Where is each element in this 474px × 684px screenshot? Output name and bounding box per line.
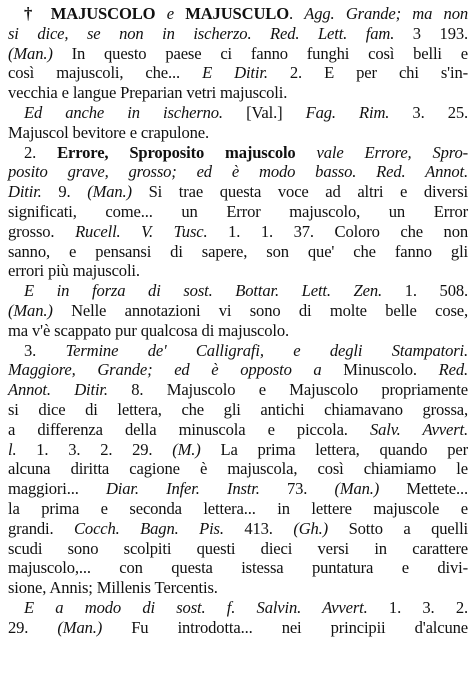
text-line bbox=[8, 341, 468, 361]
body-text: si dice di lettera, che gli antichi chiamavano grossa, bbox=[8, 399, 468, 419]
italic-text: E Ditir. bbox=[202, 63, 268, 83]
italic-text: E a modo di sost. f. Salvin. Avvert. bbox=[24, 597, 368, 617]
text-line bbox=[8, 162, 468, 182]
text-line bbox=[8, 380, 468, 400]
italic-text: (Man.) bbox=[334, 479, 380, 499]
text-line bbox=[8, 539, 468, 559]
body-text: 9. bbox=[41, 182, 88, 202]
text-line bbox=[8, 360, 468, 380]
text-line bbox=[8, 143, 468, 163]
italic-text: Cocch. Bagn. Pis. bbox=[74, 518, 224, 538]
italic-text: posito grave, grosso; ed è modo basso. Red. Annot. bbox=[8, 162, 468, 182]
italic-text: Agg. Grande; ma non bbox=[304, 4, 468, 23]
body-text: scudi sono scolpiti questi dieci versi in carattere bbox=[8, 538, 468, 558]
italic-text: Red. bbox=[438, 360, 468, 380]
italic-text: (Man.) bbox=[8, 43, 53, 63]
text-line bbox=[8, 459, 468, 479]
italic-text: (Gh.) bbox=[293, 518, 329, 538]
headword: Errore, Sproposito majuscolo bbox=[57, 142, 296, 162]
body-text: 1. 1. 37. Coloro che non bbox=[207, 221, 468, 241]
body-text: significati, come... un Error majuscolo, un Error bbox=[8, 201, 468, 221]
body-text: In questo paese ci fanno funghi così belli e bbox=[52, 43, 468, 63]
text-line bbox=[8, 618, 468, 638]
italic-text: l. bbox=[8, 439, 17, 459]
text-line bbox=[8, 202, 468, 222]
body-text: Minuscolo. bbox=[321, 360, 439, 380]
italic-text: si dice, se non in ischerzo. Red. Lett. fam. bbox=[8, 23, 395, 43]
italic-text: E in forza di sost. Bottar. Lett. Zen. bbox=[24, 281, 382, 301]
body-text: grandi. bbox=[8, 518, 75, 538]
body-text: La prima lettera, quando per bbox=[200, 439, 468, 459]
text-line bbox=[8, 578, 468, 598]
body-text: 413. bbox=[223, 518, 294, 538]
text-line bbox=[8, 182, 468, 202]
body-text: Mettete... bbox=[379, 479, 469, 499]
body-text: alcuna diritta cagione è majuscola, così chiamiamo le bbox=[8, 459, 468, 479]
text-line bbox=[8, 261, 468, 281]
italic-text: Termine de' Calligrafi, e degli Stampatori. bbox=[65, 340, 468, 360]
text-line bbox=[8, 103, 468, 123]
body-text: 2. bbox=[24, 142, 58, 162]
body-text: 3 193. bbox=[394, 23, 468, 43]
body-text: grosso. bbox=[8, 221, 76, 241]
body-text: 73. bbox=[259, 479, 335, 499]
body-text: 29. bbox=[8, 617, 58, 637]
text-line bbox=[8, 4, 468, 24]
italic-text: Rucell. V. Tusc. bbox=[75, 221, 208, 241]
italic-text: (Man.) bbox=[8, 300, 53, 320]
body-text: [Val.] bbox=[222, 102, 306, 122]
italic-text: Diar. Infer. Instr. bbox=[105, 479, 260, 499]
body-text: 1. 3. 2. 29. bbox=[16, 439, 173, 459]
body-text: la prima e seconda lettera... in lettere majuscole e bbox=[8, 498, 468, 518]
italic-text: Fag. Rim. bbox=[305, 102, 390, 122]
body-text: ma v'è scappato pur qualcosa di majuscolo. bbox=[8, 320, 290, 340]
body-text: 3. bbox=[24, 340, 66, 360]
body-text: maggiori... bbox=[8, 479, 106, 499]
body-text: errori più majuscoli. bbox=[8, 261, 140, 281]
italic-text: Annot. Ditir. bbox=[8, 380, 108, 400]
text-line bbox=[8, 242, 468, 262]
body-text: 8. Majuscolo e Majuscolo propriamente bbox=[107, 380, 468, 400]
body-text: sione, Annis; Millenis Tercentis. bbox=[8, 578, 218, 598]
body-text: Nelle annotazioni vi sono di molte belle cose, bbox=[52, 300, 468, 320]
text-line bbox=[8, 44, 468, 64]
dictionary-entry-page bbox=[8, 4, 468, 638]
text-line bbox=[8, 301, 468, 321]
body-text: Majuscol bevitore e crapulone. bbox=[8, 122, 210, 142]
text-line bbox=[8, 123, 468, 143]
italic-text: Salv. Avvert. bbox=[369, 419, 468, 439]
headword: MAJUSCULO bbox=[185, 4, 289, 23]
italic-text: Ed anche in ischerno. bbox=[24, 102, 223, 122]
body-text: sanno, e pensansi di sapere, son que' che fanno gli bbox=[8, 241, 468, 261]
italic-text: vale Errore, Spro- bbox=[295, 142, 468, 162]
italic-text: (Man.) bbox=[57, 617, 103, 637]
text-line bbox=[8, 440, 468, 460]
text-line bbox=[8, 24, 468, 44]
body-text: Si trae questa voce ad altri e diversi bbox=[131, 182, 468, 202]
text-line bbox=[8, 519, 468, 539]
italic-text: e bbox=[155, 4, 186, 23]
body-text: 2. E per chi s'in- bbox=[267, 63, 468, 83]
italic-text: Ditir. bbox=[8, 182, 42, 202]
body-text: 3. 25. bbox=[389, 102, 468, 122]
text-line bbox=[8, 479, 468, 499]
text-line bbox=[8, 281, 468, 301]
body-text: Sotto a quelli bbox=[328, 518, 468, 538]
body-text: . bbox=[288, 4, 305, 23]
text-line bbox=[8, 499, 468, 519]
body-text: vecchia e langue Preparian vetri majuscoli. bbox=[8, 83, 288, 103]
text-line bbox=[8, 558, 468, 578]
text-line bbox=[8, 222, 468, 242]
body-text: 1. 3. 2. bbox=[367, 597, 468, 617]
body-text: a differenza della minuscola e piccola. bbox=[8, 419, 370, 439]
text-line bbox=[8, 400, 468, 420]
body-text: majuscolo,... con questa istessa puntatura e divi- bbox=[8, 558, 468, 578]
body-text: così majuscoli, che... bbox=[8, 63, 203, 83]
text-line bbox=[8, 420, 468, 440]
headword: † MAJUSCOLO bbox=[24, 4, 156, 23]
body-text: Fu introdotta... nei principii d'alcune bbox=[102, 617, 468, 637]
italic-text: (M.) bbox=[172, 439, 201, 459]
text-line bbox=[8, 598, 468, 618]
italic-text: (Man.) bbox=[87, 182, 132, 202]
text-line bbox=[8, 83, 468, 103]
body-text: 1. 508. bbox=[382, 281, 468, 301]
text-line bbox=[8, 63, 468, 83]
italic-text: Maggiore, Grande; ed è opposto a bbox=[8, 360, 322, 380]
text-line bbox=[8, 321, 468, 341]
